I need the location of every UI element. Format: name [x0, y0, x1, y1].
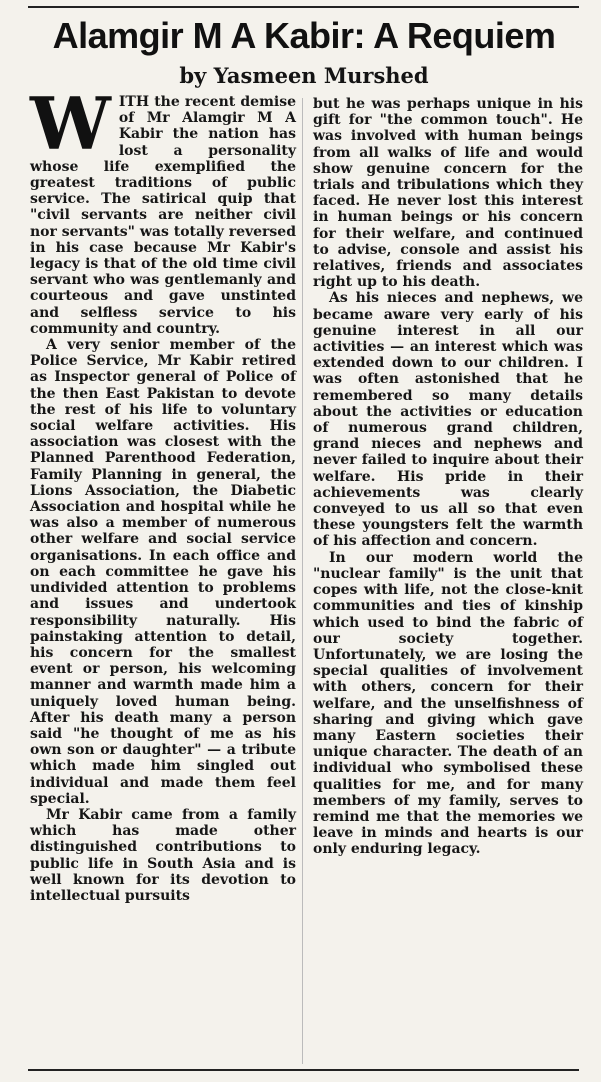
paragraph-text: ITH the recent demise of Mr Alamgir M A Kabir the nation has lost a personality whose life exemplified the greatest traditions of public service. The satirical quip that "civil servants are neither civil nor servants" was totally reversed in his case because Mr Kabir's legacy is that of the old time civil servant who was gentlemanly and courteous and gave unstinted and selfless service to his community and country. [30, 94, 296, 337]
paragraph: In our modern world the "nuclear family" is the unit that copes with life, not the close-knit communities and ties of kinship which used to bind the fabric of our society together. Unfortunately, we are losing the special qualities of involvement with others, concern for their welfare, and the unselfishness of sharing and giving which gave many Eastern societies their unique character. The death of an individual who symbolised these qualities for me, and for many members of my family, serves to remind me that the memories we leave in minds and hearts is our only enduring legacy. [313, 549, 583, 858]
paragraph: Mr Kabir came from a family which has made other distinguished contributions to public life in South Asia and is well known for its devotion to intellectual pursuits [30, 806, 296, 904]
right-column [313, 96, 583, 858]
paragraph [30, 81, 296, 337]
left-column [30, 81, 296, 904]
drop-cap: W [30, 81, 111, 166]
paragraph: As his nieces and nephews, we became aware very early of his genuine interest in all our activities — an interest which was extended down to our children. I was often astonished that he remembered so many details about the activities or education of numerous grand children, grand nieces and nephews and never failed to inquire about their welfare. His pride in their achievements was clearly conveyed to us all so that even these youngsters felt the warmth of his affection and concern. [313, 290, 583, 550]
top-rule [28, 6, 579, 8]
paragraph: but he was perhaps unique in his gift for "the common touch". He was involved with human beings from all walks of life and would show genuine concern for the trials and tribulations which they faced. He never lost this interest in human beings or his concern for their welfare, and continued to advise, console and assist his relatives, friends and associates right up to his death. [313, 96, 583, 291]
bottom-rule [28, 1069, 579, 1071]
byline: by Yasmeen Murshed [179, 63, 429, 88]
paragraph: A very senior member of the Police Service, Mr Kabir retired as Inspector general of Police of the then East Pakistan to devote the rest of his life to voluntary social welfare activities. His association was closest with the Planned Parenthood Federation, Family Planning in general, the Lions Association, the Diabetic Association and hospital while he was also a member of numerous other welfare and social service organisations. In each office and on each committee he gave his undivided attention to problems and issues and undertook responsibility naturally. His painstaking attention to detail, his concern for the smallest event or person, his welcoming manner and warmth made him a uniquely loved human being. After his death many a person said "he thought of me as his own son or daughter" — a tribute which made him singled out individual and made them feel special. [30, 337, 296, 807]
column-divider [302, 98, 303, 1064]
headline: Alamgir M A Kabir: A Requiem [52, 15, 556, 56]
